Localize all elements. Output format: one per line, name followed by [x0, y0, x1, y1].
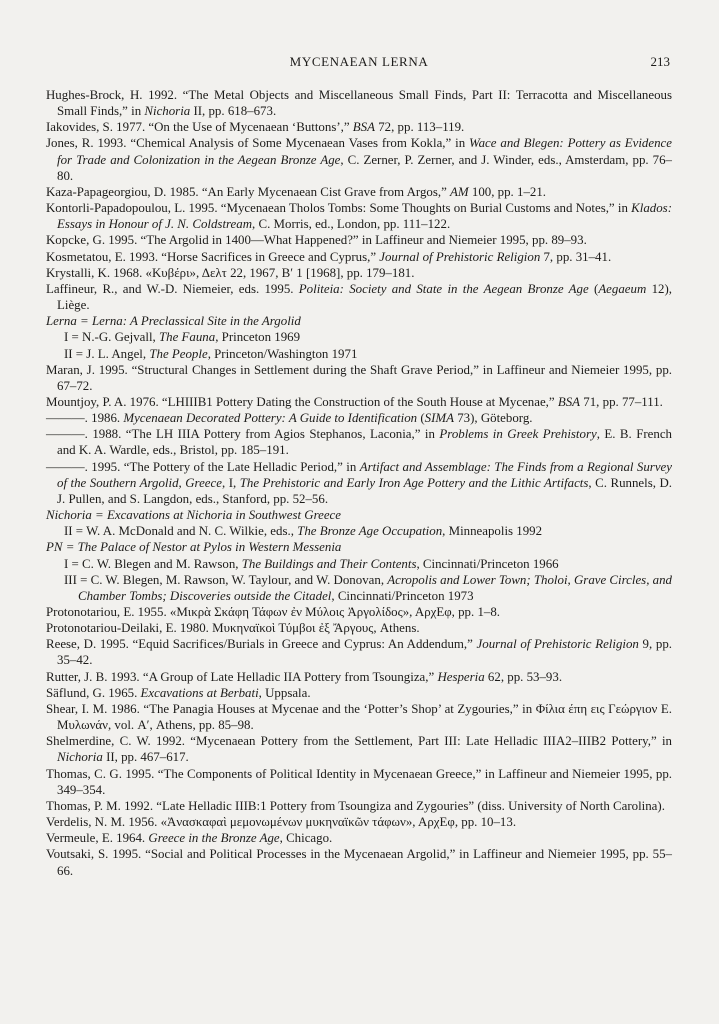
- entry-title-segment: AM: [450, 184, 469, 199]
- bibliography-entry: [46, 410, 672, 426]
- entry-text-segment: Vermeule, E. 1964.: [46, 831, 149, 846]
- bibliography-entry: [46, 507, 672, 523]
- entry-text-segment: Thomas, P. M. 1992. “Late Helladic IIIB:1 Pottery from Tsoungiza and Zygouries” (diss. University of North Carolina).: [46, 798, 665, 813]
- entry-text-segment: ———. 1988. “The LH IIIA Pottery from Agios Stephanos, Laconia,” in: [46, 427, 440, 442]
- bibliography-entry: [46, 604, 672, 620]
- bibliography-entry: [46, 249, 672, 265]
- entry-text-segment: Shear, I. M. 1986. “The Panagia Houses at Mycenae and the ‘Potter’s Shop’ at Zygouries,” in Φίλια έπη εις Γεώργιον Ε. Μυλωνάν, vol. Α′, Athens, pp. 85–98.: [46, 701, 672, 733]
- page-number: 213: [650, 54, 670, 69]
- bibliography-entry: [46, 426, 672, 458]
- bibliography-entry: [46, 846, 672, 878]
- entry-text-segment: (: [588, 281, 599, 296]
- entry-text-segment: Jones, R. 1993. “Chemical Analysis of Some Mycenaean Vases from Kokla,” in: [46, 136, 470, 151]
- entry-text-segment: 9, pp. 35–42.: [57, 637, 672, 668]
- running-head: [46, 54, 672, 70]
- bibliography-entry: [46, 701, 672, 733]
- entry-text-segment: , Uppsala.: [258, 685, 311, 700]
- bibliography-entry: [46, 265, 672, 281]
- entry-text-segment: Säflund, G. 1965.: [46, 685, 141, 700]
- entry-text-segment: Rutter, J. B. 1993. “A Group of Late Helladic IIA Pottery from Tsoungiza,”: [46, 669, 438, 684]
- entry-text-segment: Thomas, C. G. 1995. “The Components of Political Identity in Mycenaean Greece,” in Laffineur and Niemeier 1995, pp. 349–354.: [46, 766, 672, 797]
- entry-text-segment: Laffineur, R., and W.-D. Niemeier, eds. 1995.: [46, 281, 299, 296]
- entry-text-segment: Maran, J. 1995. “Structural Changes in Settlement during the Shaft Grave Period,” in Laffineur and Niemeier 1995, pp. 67–72.: [46, 362, 672, 393]
- entry-text-segment: , C. Morris, ed., London, pp. 111–122.: [252, 217, 451, 232]
- entry-text-segment: 73), Göteborg.: [454, 411, 533, 426]
- entry-text-segment: Hughes-Brock, H. 1992. “The Metal Objects and Miscellaneous Small Finds, Part II: Terracotta and Miscellaneous Small Finds,” in: [46, 88, 672, 119]
- entry-text-segment: , C. Zerner, P. Zerner, and J. Winder, eds., Amsterdam, pp. 76–80.: [57, 152, 672, 183]
- entry-text-segment: II = J. L. Angel,: [64, 346, 150, 361]
- entry-title-segment: Klados: Essays in Honour of J. N. Coldstream: [57, 201, 672, 232]
- bibliography-entry: [46, 459, 672, 507]
- entry-text-segment: 62, pp. 53–93.: [484, 669, 563, 684]
- entry-text-segment: Protonotariou-Deilaki, E. 1980. Μυκηναϊκοὶ Τύμβοι ἐξ Ἄργους, Athens.: [46, 621, 420, 636]
- bibliography-entry: [46, 733, 672, 765]
- entry-text-segment: Protonotariou, E. 1955. «Μικρὰ Σκάφη Τάφων ἐν Μύλοις Ἀργολίδος», ΑρχΕφ, pp. 1–8.: [46, 605, 501, 619]
- bibliography-entry: [46, 232, 672, 248]
- entry-title-segment: Journal of Prehistoric Religion: [476, 637, 639, 652]
- entry-title-segment: Lerna = Lerna: A Preclassical Site in the Argolid: [46, 314, 301, 329]
- entry-text-segment: (: [417, 411, 425, 426]
- entry-text-segment: 12), Liège.: [57, 281, 672, 313]
- entry-title-segment: Wace and Blegen: Pottery as Evidence for Trade and Colonization in the Aegean Bronze Age: [57, 136, 672, 167]
- entry-title-segment: BSA: [352, 120, 375, 135]
- entry-title-segment: Excavations at Berbati: [140, 685, 259, 700]
- entry-text-segment: Kosmetatou, E. 1993. “Horse Sacrifices in Greece and Cyprus,”: [46, 249, 380, 264]
- entry-text-segment: , Princeton/Washington 1971: [207, 346, 358, 361]
- bibliography-entry: [64, 556, 672, 572]
- bibliography-entry: [46, 636, 672, 668]
- entry-text-segment: Kopcke, G. 1995. “The Argolid in 1400—What Happened?” in Laffineur and Niemeier 1995, pp. 89–93.: [46, 233, 587, 248]
- bibliography-entry: [46, 184, 672, 200]
- entry-title-segment: Nichoria = Excavations at Nichoria in Southwest Greece: [46, 508, 341, 523]
- entry-text-segment: Kaza-Papageorgiou, D. 1985. “An Early Mycenaean Cist Grave from Argos,”: [46, 184, 451, 199]
- bibliography-entry: [46, 362, 672, 394]
- bibliography-entry: [46, 620, 672, 636]
- entry-text-segment: , C. Runnels, D. J. Pullen, and S. Langdon, eds., Stanford, pp. 52–56.: [57, 475, 672, 506]
- entry-title-segment: Problems in Greek Prehistory: [439, 427, 597, 442]
- bibliography-entry: [46, 766, 672, 798]
- bibliography-entry: [46, 313, 672, 329]
- entry-title-segment: Acropolis and Lower Town; Tholoi, Grave Circles, and Chamber Tombs; Discoveries outside the Citadel: [78, 572, 672, 603]
- entry-text-segment: Reese, D. 1995. “Equid Sacrifices/Burials in Greece and Cyprus: An Addendum,”: [46, 637, 477, 652]
- entry-text-segment: , E. B. French and K. A. Wardle, eds., Bristol, pp. 185–191.: [57, 427, 672, 458]
- entry-text-segment: , I,: [221, 475, 240, 490]
- entry-title-segment: PN = The Palace of Nestor at Pylos in Western Messenia: [46, 540, 342, 555]
- entry-text-segment: ———. 1986.: [46, 411, 124, 426]
- entry-title-segment: SIMA: [424, 411, 454, 426]
- entry-title-segment: Mycenaean Decorated Pottery: A Guide to Identification: [123, 411, 418, 426]
- entry-title-segment: Hesperia: [437, 669, 485, 684]
- bibliography-entry: [46, 281, 672, 313]
- bibliography-entry: [64, 329, 672, 345]
- entry-title-segment: Artifact and Assemblage: The Finds from a Regional Survey of the Southern Argolid, Greece: [57, 459, 672, 490]
- bibliography-entry: [46, 119, 672, 135]
- entry-title-segment: The Buildings and Their Contents: [241, 556, 417, 571]
- bibliography-entry: [46, 685, 672, 701]
- entry-title-segment: The Fauna: [158, 330, 216, 345]
- entry-text-segment: Verdelis, N. M. 1956. «Ἀνασκαφαὶ μεμονωμένων μυκηναϊκῶν τάφων», ΑρχΕφ, pp. 10–13.: [46, 815, 517, 830]
- bibliography-entry: [64, 346, 672, 362]
- entry-title-segment: The Bronze Age Occupation: [297, 524, 443, 539]
- bibliography-list: [46, 87, 672, 879]
- entry-text-segment: I = N.-G. Gejvall,: [64, 330, 159, 345]
- bibliography-entry: [46, 539, 672, 555]
- entry-text-segment: ———. 1995. “The Pottery of the Late Helladic Period,” in: [46, 459, 360, 474]
- entry-text-segment: II, pp. 467–617.: [102, 750, 189, 765]
- bibliography-entry: [46, 200, 672, 232]
- entry-text-segment: Voutsaki, S. 1995. “Social and Political Processes in the Mycenaean Argolid,” in Laffineur and Niemeier 1995, pp. 55–66.: [46, 847, 672, 878]
- entry-title-segment: The Prehistoric and Early Iron Age Pottery and the Lithic Artifacts: [239, 475, 589, 490]
- entry-text-segment: III = C. W. Blegen, M. Rawson, W. Taylour, and W. Donovan,: [64, 572, 388, 587]
- bibliography-entry: [46, 87, 672, 119]
- entry-title-segment: Greece in the Bronze Age: [148, 831, 280, 846]
- entry-text-segment: , Minneapolis 1992: [442, 524, 543, 539]
- bibliography-entry: [64, 572, 672, 604]
- entry-text-segment: I = C. W. Blegen and M. Rawson,: [64, 556, 242, 571]
- entry-text-segment: , Cincinnati/Princeton 1966: [416, 556, 559, 571]
- bibliography-entry: [46, 135, 672, 183]
- entry-title-segment: Nichoria: [57, 750, 103, 765]
- entry-text-segment: , Princeton 1969: [215, 330, 301, 345]
- bibliography-entry: [46, 814, 672, 830]
- entry-text-segment: 71, pp. 77–111.: [580, 394, 663, 409]
- entry-text-segment: Kontorli-Papadopoulou, L. 1995. “Mycenaean Tholos Tombs: Some Thoughts on Burial Customs and Notes,” in: [46, 201, 632, 216]
- entry-text-segment: II = W. A. McDonald and N. C. Wilkie, eds.,: [64, 524, 298, 539]
- entry-text-segment: II, pp. 618–673.: [190, 104, 277, 119]
- bibliography-entry: [46, 798, 672, 814]
- entry-text-segment: , Cincinnati/Princeton 1973: [331, 588, 474, 603]
- running-head-title: MYCENAEAN LERNA: [289, 54, 429, 69]
- bibliography-entry: [64, 523, 672, 539]
- bibliography-entry: [46, 394, 672, 410]
- entry-text-segment: Shelmerdine, C. W. 1992. “Mycenaean Pottery from the Settlement, Part III: Late Helladic IIIA2–IIIB2 Pottery,” in: [46, 734, 672, 749]
- entry-title-segment: Aegaeum: [598, 281, 647, 296]
- entry-text-segment: 72, pp. 113–119.: [375, 120, 465, 135]
- entry-text-segment: , Chicago.: [279, 831, 333, 846]
- bibliography-entry: [46, 669, 672, 685]
- entry-text-segment: Krystalli, K. 1968. «Κυβέρι», Δελτ 22, 1967, Β′ 1 [1968], pp. 179–181.: [46, 265, 415, 280]
- entry-title-segment: The People: [149, 346, 208, 361]
- bibliography-entry: [46, 830, 672, 846]
- entry-text-segment: 7, pp. 31–41.: [540, 249, 612, 264]
- entry-title-segment: Politeia: Society and State in the Aegean Bronze Age: [298, 281, 589, 296]
- entry-text-segment: Mountjoy, P. A. 1976. “LHIIIB1 Pottery Dating the Construction of the South House at Mycenae,”: [46, 394, 558, 409]
- entry-title-segment: Nichoria: [144, 104, 191, 119]
- entry-text-segment: 100, pp. 1–21.: [468, 184, 546, 199]
- entry-title-segment: BSA: [557, 394, 581, 409]
- entry-title-segment: Journal of Prehistoric Religion: [379, 249, 541, 264]
- entry-text-segment: Iakovides, S. 1977. “On the Use of Mycenaean ‘Buttons’,”: [46, 120, 353, 135]
